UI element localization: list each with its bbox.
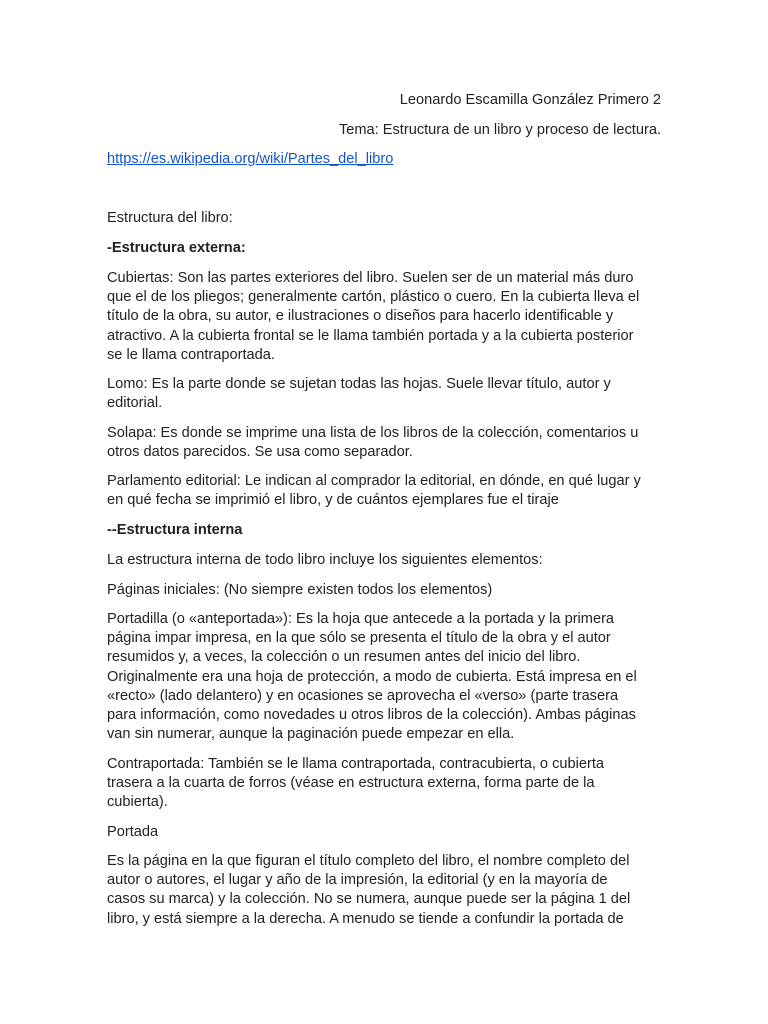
- text-line: página impar impresa, en la que sólo se presenta el título de la obra y el autor: [107, 630, 611, 647]
- text-line: para información, como novedades u otros libros de la colección). Ambas páginas: [107, 707, 636, 724]
- text-line: editorial.: [107, 395, 163, 412]
- paginas-iniciales: Páginas iniciales: (No siempre existen todos los elementos): [107, 582, 493, 598]
- text-line: Cubiertas: Son las partes exteriores del libro. Suelen ser de un material más duro: [107, 270, 634, 286]
- text-line: resumidos y, a veces, la colección o un resumen antes del inicio del libro.: [107, 649, 581, 666]
- internal-structure-heading: --Estructura interna: [107, 522, 243, 538]
- author-line: Leonardo Escamilla González Primero 2: [399, 92, 661, 108]
- paragraph-portada: [107, 852, 667, 929]
- text-line: Contraportada: También se le llama contraportada, contracubierta, o cubierta: [107, 756, 605, 772]
- text-line: Portadilla (o «anteportada»): Es la hoja que antecede a la portada y la primera: [107, 611, 615, 627]
- paragraph-contraportada: [107, 755, 667, 813]
- text-line: libro, y está siempre a la derecha. A menudo se tiende a confundir la portada de: [107, 910, 624, 927]
- paragraph-cubiertas: [107, 269, 667, 365]
- text-line: atractivo. A la cubierta frontal se le llama también portada y a la cubierta posterior: [107, 327, 634, 344]
- text-line: cubierta).: [107, 794, 168, 811]
- paragraph-lomo: [107, 375, 667, 413]
- text-line: que el de los pliegos; generalmente cartón, plástico o cuero. En la cubierta lleva el: [107, 289, 640, 306]
- paragraph-parlamento: [107, 472, 667, 510]
- text-line: casos su marca) y la colección. No se numera, aunque puede ser la página 1 del: [107, 891, 631, 908]
- text-line: Originalmente era una hoja de protección, a modo de cubierta. Está impresa en el: [107, 668, 637, 685]
- topic-line: Tema: Estructura de un libro y proceso de lectura.: [338, 122, 661, 138]
- text-line: otros datos parecidos. Se usa como separador.: [107, 444, 413, 461]
- text-line: Es la página en la que figuran el título completo del libro, el nombre completo del: [107, 853, 630, 869]
- text-line: se le llama contraportada.: [107, 346, 275, 363]
- text-line: título de la obra, su autor, e ilustraciones o diseños para hacerlo identificable y: [107, 308, 614, 325]
- text-line: Lomo: Es la parte donde se sujetan todas las hojas. Suele llevar título, autor y: [107, 376, 611, 392]
- section-title: Estructura del libro:: [107, 210, 233, 226]
- text-line: Parlamento editorial: Le indican al comprador la editorial, en dónde, en qué lugar y: [107, 473, 641, 489]
- text-line: autor o autores, el lugar y año de la impresión, la editorial (y en la mayoría de: [107, 872, 608, 889]
- text-line: en qué fecha se imprimió el libro, y de cuántos ejemplares fue el tiraje: [107, 492, 559, 509]
- text-line: «recto» (lado delantero) y en ocasiones se aprovecha el «verso» (parte trasera: [107, 687, 619, 704]
- wikipedia-link[interactable]: https://es.wikipedia.org/wiki/Partes_del_libro: [107, 151, 394, 167]
- external-structure-heading: -Estructura externa:: [107, 240, 246, 256]
- text-line: van sin numerar, aunque la paginación puede empezar en ella.: [107, 726, 515, 743]
- paragraph-portadilla: [107, 610, 667, 744]
- text-line: Solapa: Es donde se imprime una lista de los libros de la colección, comentarios u: [107, 425, 639, 441]
- internal-intro: La estructura interna de todo libro incluye los siguientes elementos:: [107, 552, 543, 568]
- paragraph-solapa: [107, 424, 667, 462]
- portada-heading: Portada: [107, 824, 159, 840]
- text-line: trasera a la cuarta de forros (véase en estructura externa, forma parte de la: [107, 775, 595, 792]
